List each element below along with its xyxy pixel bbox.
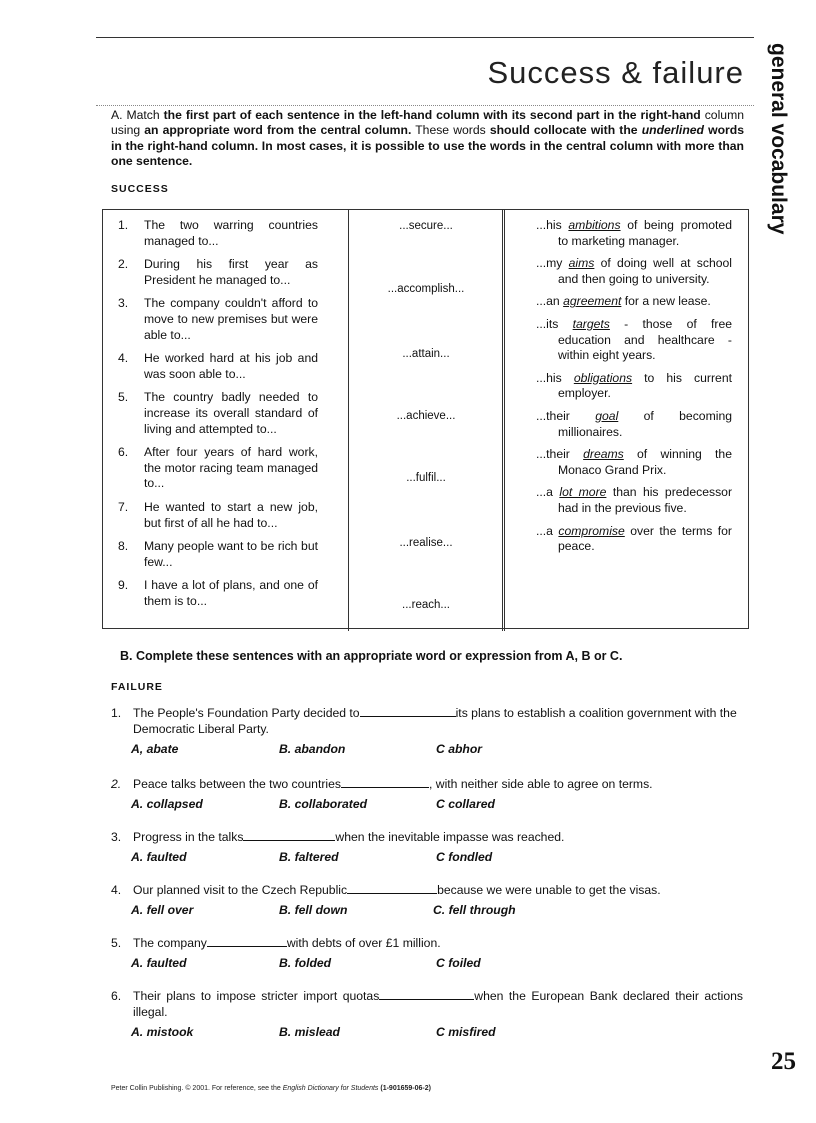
underlined-collocate: dreams (583, 447, 624, 462)
option-a[interactable]: A. fell over (131, 903, 194, 917)
intro-underlined-word: underlined (641, 123, 704, 138)
right-item (536, 256, 732, 287)
left-item-number: 4. (118, 351, 129, 366)
option-c[interactable]: C foiled (436, 956, 481, 970)
right-item-prefix: ...its (536, 316, 573, 331)
right-item (536, 447, 732, 478)
question-text-before: Progress in the talks (133, 830, 244, 844)
failure-heading: FAILURE (111, 681, 163, 693)
left-item (118, 445, 318, 492)
question-text-after: its plans to establish a coalition government with the Democratic Liberal Party. (133, 706, 737, 736)
right-item-rest: of doing well at school and then going to university. (558, 256, 732, 286)
question-number: 5. (111, 936, 122, 950)
verb-option: ...achieve... (396, 410, 456, 422)
right-column (536, 218, 732, 562)
option-c[interactable]: C. fell through (433, 903, 516, 917)
underlined-collocate: lot more (559, 485, 607, 500)
question-text-before: The People's Foundation Party decided to (133, 706, 360, 720)
right-item-prefix: ...a (536, 485, 560, 500)
option-b[interactable]: B. abandon (279, 742, 346, 756)
left-item (118, 218, 318, 249)
right-item-rest: over the terms for peace. (558, 523, 732, 554)
left-item-number: 5. (118, 390, 129, 405)
answer-options (111, 955, 743, 971)
footer-dictionary-title: English Dictionary for Students (282, 1085, 379, 1092)
verb-option: ...attain... (402, 348, 450, 360)
option-a[interactable]: A. faulted (131, 956, 187, 970)
left-item-number: 7. (118, 499, 129, 514)
right-item (536, 409, 732, 440)
right-item-prefix: ...my (536, 256, 569, 271)
underlined-collocate: agreement (563, 294, 622, 309)
option-c[interactable]: C fondled (436, 850, 493, 864)
left-item-number: 3. (118, 296, 129, 311)
left-item-text: He wanted to start a new job, but first of all he had to... (144, 499, 318, 530)
left-item-number: 9. (118, 578, 129, 593)
right-item-prefix: ...their (536, 447, 584, 462)
question (111, 705, 743, 757)
option-b[interactable]: B. fell down (279, 903, 348, 917)
verb-option: ...reach... (402, 599, 450, 611)
intro-prefix: A. Match (111, 108, 164, 122)
left-item-text: I have a lot of plans, and one of them is to... (144, 578, 318, 608)
left-item-number: 8. (118, 539, 129, 554)
footer (111, 1085, 431, 1092)
question-text-after: because we were unable to get the visas. (437, 883, 661, 897)
left-item (118, 296, 318, 343)
right-item (536, 371, 732, 402)
answer-options (111, 741, 743, 757)
option-b[interactable]: B. faltered (279, 850, 339, 864)
question-text-before: The company (133, 936, 207, 950)
right-item-rest: - those of free education and healthcare - within eight years. (558, 316, 732, 363)
underlined-collocate: aims (568, 256, 595, 271)
left-item-text: The two warring countries managed to... (144, 218, 318, 248)
right-item-prefix: ...his (536, 370, 574, 385)
question-text-after: , with neither side able to agree on terms. (429, 777, 653, 791)
right-item-rest: to his current employer. (558, 370, 732, 401)
intro-text-1: column using (111, 108, 745, 138)
right-item-rest: than his predecessor had in the previous five. (558, 485, 732, 515)
verb-option: ...realise... (399, 537, 453, 549)
option-b[interactable]: B. folded (279, 956, 332, 970)
question-number: 4. (111, 883, 122, 897)
intro-bold-1: the first part of each sentence in the left-hand column with its second part in the right-hand (163, 108, 701, 122)
right-item (536, 218, 732, 249)
right-item-prefix: ...an (536, 294, 564, 309)
right-item-rest: of being promoted to marketing manager. (558, 218, 732, 248)
underlined-collocate: compromise (558, 523, 625, 538)
right-item (536, 294, 732, 310)
intro-bold-3: should collocate with the (489, 123, 642, 138)
answer-options (111, 1024, 743, 1040)
left-item-text: He worked hard at his job and was soon able to... (144, 351, 318, 381)
option-a[interactable]: A. collapsed (131, 797, 203, 811)
right-item-prefix: ...their (536, 408, 596, 423)
left-item-text: The country badly needed to increase its overall standard of living and attempted to... (144, 390, 318, 436)
verb-option: ...secure... (399, 220, 453, 232)
left-item-number: 6. (118, 445, 129, 460)
right-item (536, 317, 732, 364)
left-column (118, 218, 318, 617)
underlined-collocate: ambitions (568, 218, 621, 232)
question-text-before: Their plans to impose stricter import quotas (133, 989, 380, 1003)
right-item-prefix: ...his (536, 218, 569, 232)
underlined-collocate: goal (595, 408, 619, 423)
question-text-before: Peace talks between the two countries (133, 777, 341, 791)
right-item-rest: of winning the Monaco Grand Prix. (558, 447, 732, 477)
left-item-text: The company couldn't afford to move to new premises but were able to... (144, 296, 318, 342)
intro-bold-2: an appropriate word from the central column. (144, 123, 412, 138)
option-c[interactable]: C misfired (436, 1025, 496, 1039)
intro-text-2: These words (411, 123, 490, 138)
page-number: 25 (771, 1048, 796, 1075)
answer-blank[interactable] (243, 829, 335, 841)
option-b[interactable]: B. mislead (279, 1025, 340, 1039)
table-divider-left (348, 209, 349, 631)
answer-options (111, 849, 743, 865)
right-item-rest: for a new lease. (621, 294, 711, 309)
table-divider-right (502, 209, 505, 631)
left-item (118, 257, 318, 288)
verb-option: ...fulfil... (406, 472, 446, 484)
answer-options (111, 902, 743, 918)
answer-options (111, 796, 743, 812)
left-item-text: Many people want to be rich but few... (144, 539, 318, 569)
left-item (118, 539, 318, 570)
question (111, 829, 743, 865)
option-a[interactable]: A, abate (131, 742, 179, 756)
left-item-number: 2. (118, 257, 129, 272)
answer-blank[interactable] (207, 935, 287, 947)
right-item (536, 524, 732, 555)
question-text-before: Our planned visit to the Czech Republic (133, 883, 348, 897)
left-item-text: After four years of hard work, the motor racing team managed to... (144, 445, 318, 491)
question (111, 935, 743, 971)
question-text-after: when the European Bank declared their actions illegal. (133, 989, 744, 1019)
left-item-number: 1. (118, 218, 129, 232)
left-item-text: During his first year as President he managed to... (144, 257, 318, 287)
right-item (536, 485, 732, 516)
underlined-collocate: targets (572, 316, 610, 331)
question (111, 988, 743, 1040)
verb-option: ...accomplish... (387, 283, 465, 295)
option-c[interactable]: C collared (436, 797, 495, 811)
right-item-prefix: ...a (536, 523, 559, 538)
question-number: 3. (111, 830, 122, 844)
right-item-rest: of becoming millionaires. (558, 408, 732, 439)
page-title: Success & failure (487, 55, 744, 90)
option-a[interactable]: A. faulted (131, 850, 187, 864)
side-label-text: general vocabulary (767, 43, 790, 235)
left-item (118, 351, 318, 382)
footer-text: Peter Collin Publishing. © 2001. For reference, see the (111, 1085, 283, 1092)
answer-blank[interactable] (360, 705, 456, 717)
question-text-after: when the inevitable impasse was reached. (335, 830, 565, 844)
question-number: 2. (111, 777, 122, 791)
footer-isbn: (1-901659-06-2) (378, 1085, 431, 1092)
instructions-b: B. Complete these sentences with an appropriate word or expression from A, B or C. (120, 649, 623, 663)
question-text-after: with debts of over £1 million. (286, 936, 441, 950)
intro-bold-4: words in the right-hand column. In most cases, it is possible to use the words in the central column with more than one sentence. (111, 123, 744, 168)
question (111, 776, 743, 812)
question-number: 1. (111, 706, 122, 720)
answer-blank[interactable] (341, 776, 429, 788)
side-label (766, 43, 814, 273)
answer-blank[interactable] (379, 988, 474, 1000)
left-item (118, 500, 318, 531)
question-number: 6. (111, 989, 122, 1003)
question (111, 882, 743, 918)
answer-blank[interactable] (347, 882, 437, 894)
option-c[interactable]: C abhor (436, 742, 483, 756)
success-heading: SUCCESS (111, 183, 169, 195)
option-a[interactable]: A. mistook (131, 1025, 194, 1039)
left-item (118, 390, 318, 437)
left-item (118, 578, 318, 609)
option-b[interactable]: B. collaborated (279, 797, 368, 811)
underlined-collocate: obligations (573, 370, 633, 385)
